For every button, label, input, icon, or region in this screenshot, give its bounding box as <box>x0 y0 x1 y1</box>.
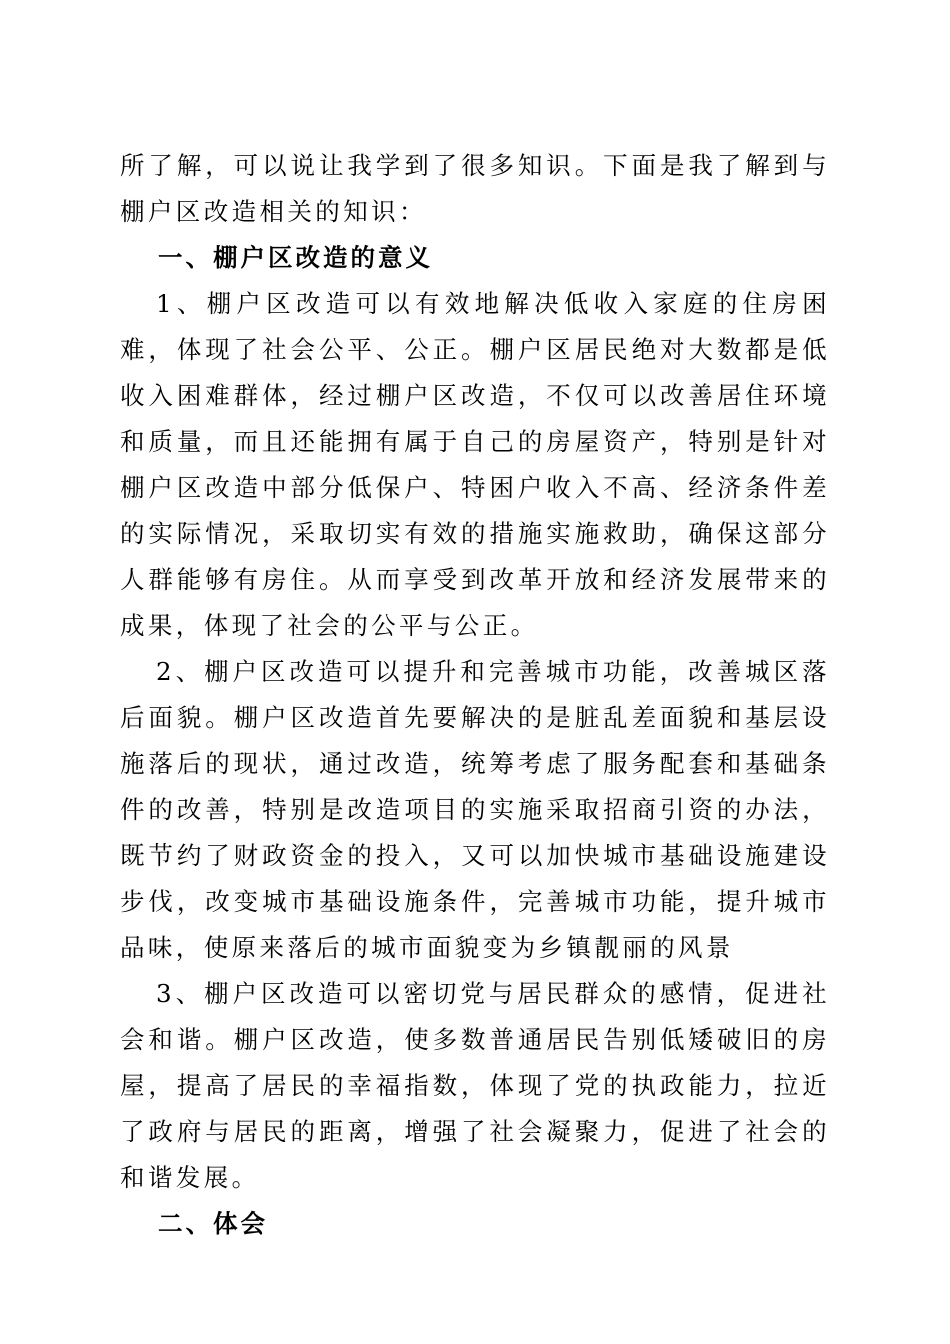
paragraph-point-3: 3、棚户区改造可以密切党与居民群众的感情，促进社会和谐。棚户区改造，使多数普通居民告别低矮破旧的房屋，提高了居民的幸福指数，体现了党的执政能力，拉近了政府与居民的距离，增强了社会凝聚力，促进了社会的和谐发展。 <box>120 979 830 1192</box>
document-body <box>120 143 830 1247</box>
section-heading-significance: 一、棚户区改造的意义 <box>158 243 433 272</box>
section-heading-reflections: 二、体会 <box>158 1209 268 1238</box>
intro-paragraph: 所了解，可以说让我学到了很多知识。下面是我了解到与棚户区改造相关的知识： <box>120 151 830 226</box>
paragraph-point-1: 1、棚户区改造可以有效地解决低收入家庭的住房困难，体现了社会公平、公正。棚户区居民绝对大数都是低收入困难群体，经过棚户区改造，不仅可以改善居住环境和质量，而且还能拥有属于自己的房屋资产，特别是针对棚户区改造中部分低保户、特困户收入不高、经济条件差的实际情况，采取切实有效的措施实施救助，确保这部分人群能够有房住。从而享受到改革开放和经济发展带来的成果，体现了社会的公平与公正。 <box>120 289 830 640</box>
paragraph-point-2: 2、棚户区改造可以提升和完善城市功能，改善城区落后面貌。棚户区改造首先要解决的是脏乱差面貌和基层设施落后的现状，通过改造，统筹考虑了服务配套和基础条件的改善，特别是改造项目的实施采取招商引资的办法，既节约了财政资金的投入，又可以加快城市基础设施建设步伐，改变城市基础设施条件，完善城市功能，提升城市品味，使原来落后的城市面貌变为乡镇靓丽的风景 <box>120 657 830 962</box>
